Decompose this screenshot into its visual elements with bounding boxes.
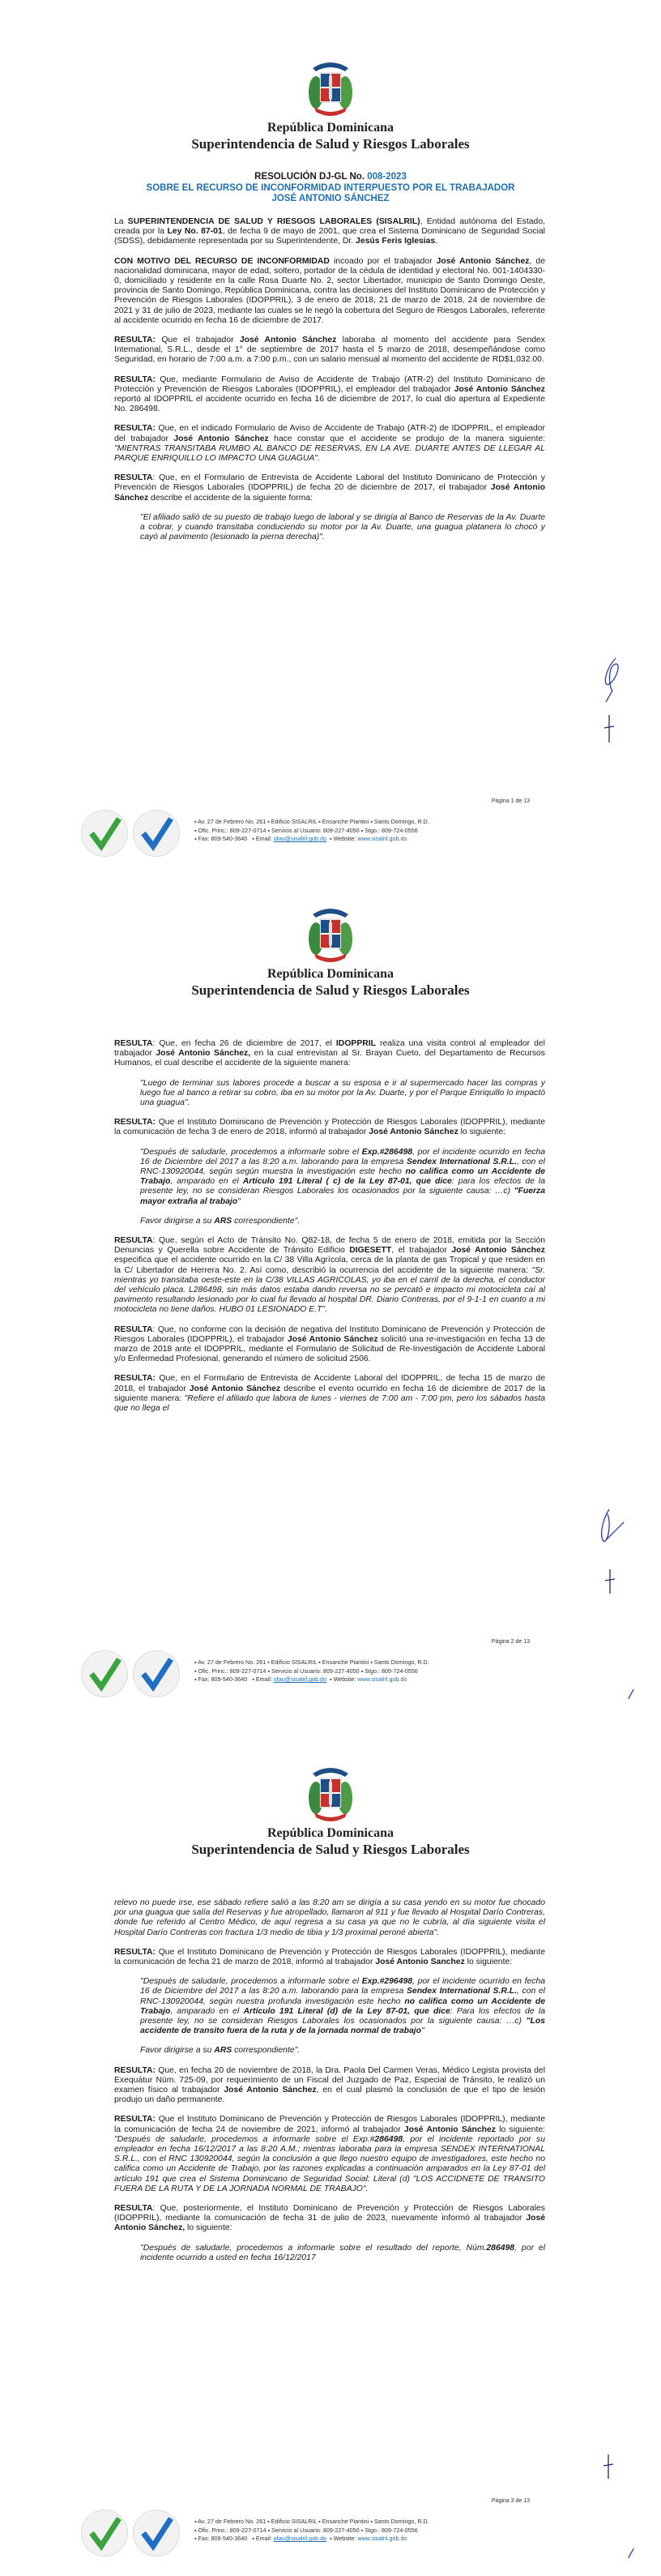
block-quote: "Después de saludarle, procedemos a informarle sobre el Exp.#286498, por el incidente ocurrido en fecha 16 de Diciembre del 2017 a las 8:20 a.m. laborando para la empresa Sendex International S.R.L., con el RNC-130920044, según según muestra la investigación este hecho no califica como un Accidente de Trabajo, amparado en el Artículo 191 Literal ( c) de la Ley 87-01, que dice: para los efectos de la presente ley, no se consideran Riesgos Laborales los ocasionados por la siguiente causa: …c) "Fuerza mayor extraña al trabajo" bbox=[140, 1147, 545, 1206]
website-link[interactable]: www.sisalril.gob.do bbox=[357, 835, 407, 842]
certification-badge-blue-icon bbox=[133, 810, 180, 857]
resolution-subtitle-1: SOBRE EL RECURSO DE INCONFORMIDAD INTERPUESTO POR EL TRABAJADOR bbox=[146, 182, 515, 193]
country-name: República Dominicana bbox=[267, 1826, 394, 1840]
page-footer bbox=[81, 798, 583, 855]
page-2 bbox=[0, 859, 661, 1717]
motivo-paragraph: CON MOTIVO DEL RECURSO DE INCONFORMIDAD incoado por el trabajador José Antonio Sánchez, de nacionalidad dominicana, mayor de edad, soltero, portador de la cédula de identidad y electoral No. 001-1404330-0, domiciliado y residente en la calle Rosa Duarte No. 2, sector Libertador, municipio de Santo Domingo Oeste, provincia de Santo Domingo, República Dominicana, contra las decisiones del Instituto Dominicano de Protección y Prevención de Riesgos Laborales (IDOPPRIL), 3 de enero de 2018, 21 de marzo de 2018, 24 de noviembre de 2021 y 31 de julio de 2023, mediante las cuales se le negó la cobertura del Seguro de Riesgos Laborales, referente al accidente ocurrido en fecha 16 de diciembre de 2017. bbox=[114, 256, 546, 325]
page-1 bbox=[0, 0, 661, 856]
block-quote: "Después de saludarle, procedemos a informarle sobre el resultado del reporte, Núm.286498, por el incidente ocurrido a usted en fecha 16/12/2017 bbox=[140, 2243, 545, 2262]
certification-badges bbox=[81, 1650, 186, 1696]
block-quote: "Después de saludarle, procedemos a informarle sobre el Exp.#296498, por el incidente ocurrido en fecha 16 de Diciembre del 2017 a las 8:20 a.m. laborando para la empresa Sendex International S.R.L., con el RNC-130920044, según nuestra profunda investigación este hecho no califica como un Accidente de Trabajo, amparado en el Artículo 191 Literal (d) de la Ley 87-01, que dice: Para los efectos de la presente ley, no se consideran Riesgos Laborales los ocasionados por la siguiente causa: …c) "Los accidente de transito fuera de la ruta y de la jornada normal de trabajo" bbox=[140, 1977, 546, 2036]
certification-badge-green-icon bbox=[81, 1650, 128, 1697]
certification-badge-green-icon bbox=[81, 2510, 128, 2557]
signature-small-icon bbox=[627, 2547, 635, 2564]
resulta-paragraph: RESULTA: Que el Instituto Dominicano de Prevención y Protección de Riesgos Laborales (IDOPPRIL), mediante la comunicación de fecha 3 de enero de 2018, informó al trabajador José Antonio Sánchez lo siguiente: bbox=[114, 1118, 545, 1137]
contact-info: ▪ Av. 27 de Febrero No. 261 ▪ Edificio SISALRIL ▪ Ensanche Piantini ▪ Santo Domingo, R.D. ▪ Ofic. Princ.: 809-227-0714 ▪ Servicio al Usuario: 809-227-4050 ▪ Stgo.: 809-724-0556 ▪ Fax: 809-540-3640 ▪ Email: ofau@sisalril.gob.do ▪ Website: www.sisalril.gob.do bbox=[194, 818, 429, 842]
page-number: Página 2 de 13 bbox=[491, 1639, 530, 1645]
signature-small-icon bbox=[627, 1688, 635, 1705]
page-2-body bbox=[114, 1039, 545, 1423]
resolution-label: RESOLUCIÓN DJ-GL No. bbox=[254, 172, 365, 182]
resulta-paragraph: RESULTA: Que el Instituto Dominicano de Prevención y Protección de Riesgos Laborales (IDOPPRIL), mediante la comunicación de fecha 24 de noviembre de 2021, informó al trabajador José Antonio Sánchez lo siguiente: "Después de saludarle, procedemos a informarle sobre el Exp.#286498, por el incidente reportado por su empleador en fecha 16/12/2017 a las 8:20 A.M.; mientras laboraba para la empresa SENDEX INTERNATIONAL S.R.L., con el RNC 130920044, según la conclusión a que llego nuestro equipo de investigadores, este hecho no califica como un Accidente de Trabajo, por las razones explicadas a continuación amparados en la Ley 87-01 del artículo 191 que crea el Sistema Dominicano de Seguridad Social: Literal (d) "LOS ACCIDNETE DE TRANSITO FUERA DE LA RUTA Y DE LA JORNADA NORMAL DE TRABAJO". bbox=[114, 2115, 545, 2193]
block-quote-closing: Favor dirigirse a su ARS correspondiente". bbox=[140, 2046, 301, 2056]
contact-info: ▪ Av. 27 de Febrero No. 261 ▪ Edificio SISALRIL ▪ Ensanche Piantini ▪ Santo Domingo, R.D. ▪ Ofic. Princ.: 809-227-0714 ▪ Servicio al Usuario: 809-227-4050 ▪ Stgo.: 809-724-0556 ▪ Fax: 809-540-3640 ▪ Email: ofau@sisalril.gob.do ▪ Website: www.sisalril.gob.do bbox=[194, 1658, 429, 1683]
coat-of-arms-icon bbox=[306, 1764, 355, 1824]
email-link[interactable]: ofau@sisalril.gob.do bbox=[273, 1675, 327, 1683]
signature-initials-icon bbox=[601, 655, 625, 708]
country-name: República Dominicana bbox=[267, 121, 394, 135]
signature-mark-icon bbox=[603, 715, 616, 747]
resulta-paragraph: RESULTA: Que, en el Formulario de Entrevista de Accidente Laboral del IDOPPRIL, de fecha 15 de marzo de 2018, el trabajador José Antonio Sánchez describe el evento ocurrido en fecha 16 de diciembre de 2017 de la siguiente manera: "Refiere el afiliado que labora de lunes - viernes de 7:00 am - 7:00 pm, pero los sábados hasta que no llega el bbox=[114, 1374, 545, 1414]
certification-badges bbox=[81, 2510, 186, 2555]
resulta-paragraph: RESULTA: Que, no conforme con la decisión de negativa del Instituto Dominicano de Prevención y Protección de Riesgos Laborales (IDOPPRIL), el trabajador José Antonio Sánchez solicitó una re-investigación en fecha 13 de marzo de 2018 ante el IDOPPRIL, mediante el Formulario de Solicitud de Re-Investigación de Accidente Laboral y/o Enfermedad Profesional, generando el número de solicitud 2506. bbox=[114, 1324, 546, 1364]
page-footer bbox=[81, 1639, 583, 1696]
page-number: Página 1 de 13 bbox=[491, 798, 530, 804]
coat-of-arms-icon bbox=[306, 905, 355, 965]
resolution-title bbox=[0, 172, 661, 205]
intro-paragraph: La SUPERINTENDENCIA DE SALUD Y RIESGOS LABORALES (SISALRIL), Entidad autónoma del Estado, creada por la Ley No. 87-01, de fecha 9 de mayo de 2001, que crea el Sistema Dominicano de Seguridad Social (SDSS), debidamente representada por su Superintendente, Dr. Jesús Feris Iglesias. bbox=[114, 217, 545, 246]
resolution-number: 008-2023 bbox=[367, 172, 407, 182]
agency-name: Superintendencia de Salud y Riesgos Laborales bbox=[191, 136, 470, 152]
page-3 bbox=[0, 1718, 661, 2576]
resulta-paragraph: RESULTA: Que, mediante Formulario de Aviso de Accidente de Trabajo (ATR-2) del Instituto Dominicano de Protección y Prevención de Riesgos Laborales (IDOPPRIL), el empleador del trabajador José Antonio Sánchez reportó al IDOPPRIL el accidente ocurrido en fecha 16 de diciembre de 2017, lo cual dio apertura al Expediente No. 286498. bbox=[114, 374, 545, 414]
agency-name: Superintendencia de Salud y Riesgos Laborales bbox=[191, 982, 470, 998]
page-3-body bbox=[114, 1898, 545, 2273]
signature-mark-icon bbox=[603, 2454, 614, 2483]
certification-badge-green-icon bbox=[81, 810, 128, 857]
resulta-paragraph: RESULTA: Que, en fecha 26 de diciembre de 2017, el IDOPPRIL realiza una visita control al empleador del trabajador José Antonio Sánchez, en la cual entrevistan al Sr. Brayan Cueto, del Departamento de Recursos Humanos, el cual describe el accidente de la siguiente manera: bbox=[114, 1039, 545, 1068]
letterhead bbox=[0, 966, 661, 999]
page-number: Página 3 de 13 bbox=[491, 2498, 530, 2504]
letterhead bbox=[0, 1825, 661, 1858]
email-link[interactable]: ofau@sisalril.gob.do bbox=[273, 2535, 327, 2542]
country-name: República Dominicana bbox=[267, 967, 394, 981]
continued-quote: relevo no puede irse, ese sábado refiere salió a las 8:20 am se dirigía a su casa yendo en su motor fue chocado por una guagua que salía del Reservas y fue atropellado, llamaron al 911 y fue llevado al Hospital Darío Contreras, donde fue referido al Centro Médico, de aquí regresa a su casa ya que no le cubría, al día siguiente visita el Hospital Darío Contreras con fractura 1/3 medio de tibia y 1/3 proximal peroné abierta". bbox=[114, 1898, 545, 1937]
resolution-subtitle-2: JOSÉ ANTONIO SÁNCHEZ bbox=[271, 194, 390, 203]
certification-badges bbox=[81, 810, 186, 855]
letterhead bbox=[0, 120, 661, 152]
certification-badge-blue-icon bbox=[133, 1650, 180, 1697]
resulta-paragraph: RESULTA: Que, según el Acto de Tránsito No. Q82-18, de fecha 5 de enero de 2018, emitida por la Sección Denuncias y Querella sobre Accidente de Tránsito Edificio DIGESETT, el trabajador José Antonio Sánchez especifica que el accidente ocurrido en la C/ 38 Villa Agrícola, cerca de la planta de gas Tropical y que residen en la C/ Libertador de Herrera No. 2. Así como, describió la ocurrencia del accidente de la siguiente manera: "Sr. mientras yo transitaba oeste-este en la C/38 VILLAS AGRICOLAS, yo iba en el carril de la derecha, el conductor del vehículo placa. L286498, sin más datos estaba dando reversa no se percató e impacto mi motocicleta caí al pavimento resultando lesionado por lo cual fui llevado al hospital DR. Diario Contreras, por el 9-1-1 en cuanto a mi motocicleta no tiene daños. HUBO 01 LESIONADO E.T". bbox=[114, 1236, 545, 1315]
agency-name: Superintendencia de Salud y Riesgos Laborales bbox=[191, 1842, 470, 1857]
resulta-paragraph: RESULTA: Que, posteriormente, el Instituto Dominicano de Prevención y Protección de Riesgos Laborales (IDOPPRIL), mediante la comunicación de fecha 31 de julio de 2023, nuevamente informó al trabajador José Antonio Sánchez, lo siguiente: bbox=[114, 2204, 545, 2233]
block-quote-closing: Favor dirigirse a su ARS correspondiente". bbox=[140, 1216, 301, 1226]
resulta-paragraph: RESULTA: Que, en fecha 20 de noviembre de 2018, la Dra. Paola Del Carmen Veras, Médico Legista provista del Exequátur Núm. 725-09, por requerimiento de un Fiscal del Juzgado de Paz, Especial de Tránsito, le realizó un examen físico al trabajador José Antonio Sánchez, en el cual plasmó la conclusión de que el tipo de lesión produjo un daño permanente. bbox=[114, 2065, 546, 2105]
email-link[interactable]: ofau@sisalril.gob.do bbox=[273, 835, 327, 842]
signature-mark-icon bbox=[604, 1569, 616, 1598]
signature-initials-icon bbox=[598, 1506, 625, 1551]
page-1-body bbox=[114, 217, 545, 552]
block-quote: "Luego de terminar sus labores procede a buscar a su esposa e ir al supermercado hacer las compras y luego fue al banco a retirar su cobro, iba en su motor por la Av. Duarte, y por el Parque Enriquillo lo impactó una guagua". bbox=[140, 1078, 545, 1108]
website-link[interactable]: www.sisalril.gob.do bbox=[357, 2535, 407, 2542]
resulta-paragraph: RESULTA: Que el Instituto Dominicano de Prevención y Protección de Riesgos Laborales (IDOPPRIL), mediante la comunicación de fecha 21 de marzo de 2018, informó al trabajador José Antonio Sanchez lo siguiente: bbox=[114, 1947, 545, 1967]
website-link[interactable]: www.sisalril.gob.do bbox=[357, 1675, 407, 1683]
resulta-paragraph: RESULTA: Que el trabajador José Antonio Sánchez laboraba al momento del accidente para Sendex International, S.R.L., desde el 1° de septiembre de 2017 hasta el 5 marzo de 2018, desempeñándose como Seguridad, en horario de 7:00 a.m. a 7:00 p.m., con un salario mensual al momento del accidente de RD$1,032.00. bbox=[114, 336, 545, 365]
block-quote: "El afiliado salió de su puesto de trabajo luego de laboral y se dirigía al Banco de Reservas de la Av. Duarte a cobrar, y cuando transitaba conduciendo su motor por la Av. Duarte, una guagua platanera lo chocó y cayó al pavimento (lesionado la pierna derecha)". bbox=[140, 512, 545, 542]
page-footer bbox=[81, 2498, 583, 2555]
contact-info: ▪ Av. 27 de Febrero No. 261 ▪ Edificio SISALRIL ▪ Ensanche Piantini ▪ Santo Domingo, R.D. ▪ Ofic. Princ.: 809-227-0714 ▪ Servicio al Usuario: 809-227-4050 ▪ Stgo.: 809-724-0556 ▪ Fax: 809-540-3640 ▪ Email: ofau@sisalril.gob.do ▪ Website: www.sisalril.gob.do bbox=[194, 2518, 429, 2542]
resulta-paragraph: RESULTA: Que, en el Formulario de Entrevista de Accidente Laboral del Instituto Dominicano de Protección y Prevención de Riesgos Laborales (IDOPPRIL) de fecha 20 de diciembre de 2017, el trabajador José Antonio Sánchez describe el accidente de la siguiente forma: bbox=[114, 473, 545, 503]
coat-of-arms-icon bbox=[306, 58, 355, 118]
resulta-paragraph: RESULTA: Que, en el indicado Formulario de Aviso de Accidente de Trabajo (ATR-2) de IDOPPRIL, el empleador del trabajador José Antonio Sánchez hace constar que el accidente se produjo de la manera siguiente: "MIENTRAS TRANSITABA RUMBO AL BANCO DE RESERVAS, EN LA AVE. DUARTE ANTES DE LLEGAR AL PARQUE ENRIQUILLO LO IMPACTO UNA GUAGUA". bbox=[114, 424, 545, 464]
certification-badge-blue-icon bbox=[133, 2510, 180, 2557]
